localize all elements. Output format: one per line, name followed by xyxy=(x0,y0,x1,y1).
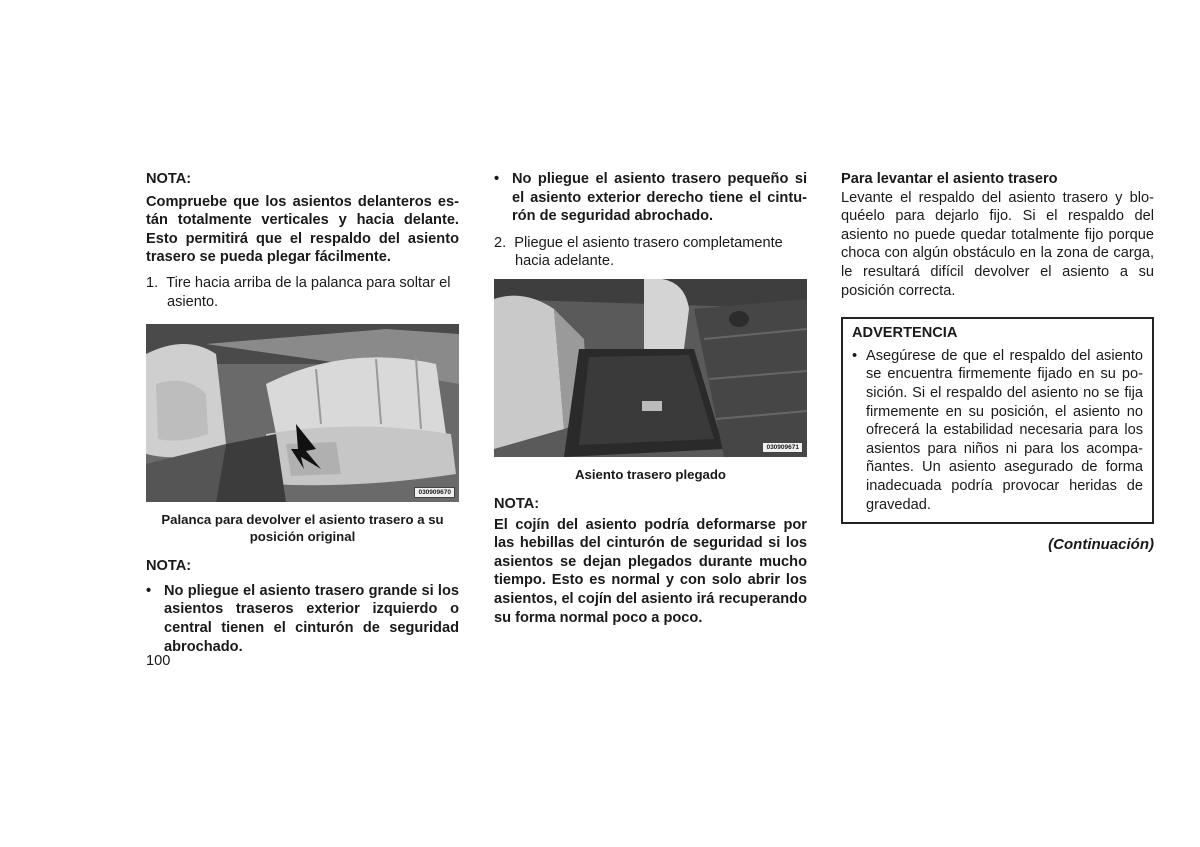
figure-1-caption: Palanca para devolver el asiento trasero a su posición original xyxy=(161,512,444,545)
nota2-bullet-text: No pliegue el asiento trasero grande si los asientos traseros exterior izquierdo o central tienen el cinturón de seguridad abrochado. xyxy=(164,582,459,655)
figure-rear-seat-lever xyxy=(146,324,459,502)
figure-folded-seat xyxy=(494,279,807,457)
column-middle xyxy=(494,170,807,627)
rear-seat-illustration xyxy=(146,324,459,502)
step-1 xyxy=(146,274,459,311)
page-number: 100 xyxy=(146,653,171,669)
nota3-text: El cojín del asiento podría deformarse por las hebillas del cinturón de seguridad si los asientos se dejan plegados durante mucho tiempo. Esto es normal y con solo abrir los asientos, el cojín del asiento irá recuperando su forma normal poco a poco. xyxy=(494,516,807,626)
warning-title: ADVERTENCIA xyxy=(852,325,958,342)
step-2 xyxy=(494,234,807,271)
step-2-number: 2. xyxy=(494,234,507,251)
section-text: Levante el respaldo del asiento trasero y bloquéelo para dejarlo fijo. Si el respaldo del asiento no puede quedar totalmente fijo porque choca con algún obstáculo en la zona de carga, le resultará difícil devolver el asiento a su posición correcta. xyxy=(841,189,1154,299)
step-2-text: Pliegue el asiento trasero completamente hacia adelante. xyxy=(514,234,783,270)
nota2-title: NOTA: xyxy=(146,558,192,575)
col2-bullet-1 xyxy=(494,170,807,226)
col2-bullet-1-text: No pliegue el asiento trasero pequeño si el asiento exterior derecho tiene el cinturón de seguridad abrochado. xyxy=(512,171,807,225)
figure-1-id: 030909670 xyxy=(414,487,455,498)
warning-text: Asegúrese de que el respaldo del asiento se encuentra firmemente fijado en su posición. Si el respaldo del asiento no se fija firmemente en su posición, el asiento no ofrecerá la estabilidad necesaria para los asientos para niños ni para los acompañantes. Un asiento asegurado de forma inadecuada podría provocar heridas de gravedad. xyxy=(866,347,1143,513)
bullet-icon: • xyxy=(852,347,858,364)
warning-box xyxy=(841,317,1154,524)
step-1-text: Tire hacia arriba de la palanca para soltar el asiento. xyxy=(166,274,451,310)
column-right xyxy=(841,170,1154,555)
folded-seat-illustration xyxy=(494,279,807,457)
figure-2-caption: Asiento trasero plegado xyxy=(575,466,726,482)
column-left xyxy=(146,170,459,656)
warning-bullet xyxy=(852,347,1143,514)
step-1-number: 1. xyxy=(146,274,159,291)
section-title: Para levantar el asiento trasero xyxy=(841,171,1058,187)
nota1-title: NOTA: xyxy=(146,171,192,187)
bullet-icon: • xyxy=(146,582,152,599)
continuation-label: (Continuación) xyxy=(1048,536,1154,554)
bullet-icon: • xyxy=(494,171,500,187)
nota2-bullet xyxy=(146,582,459,656)
figure-2-id: 030909671 xyxy=(762,442,803,453)
nota3-title: NOTA: xyxy=(494,495,540,512)
nota1-text: Compruebe que los asientos delanteros están totalmente verticales y hacia delante. Esto permitirá que el respaldo del asiento trasero se pueda plegar fácilmente. xyxy=(146,193,459,266)
